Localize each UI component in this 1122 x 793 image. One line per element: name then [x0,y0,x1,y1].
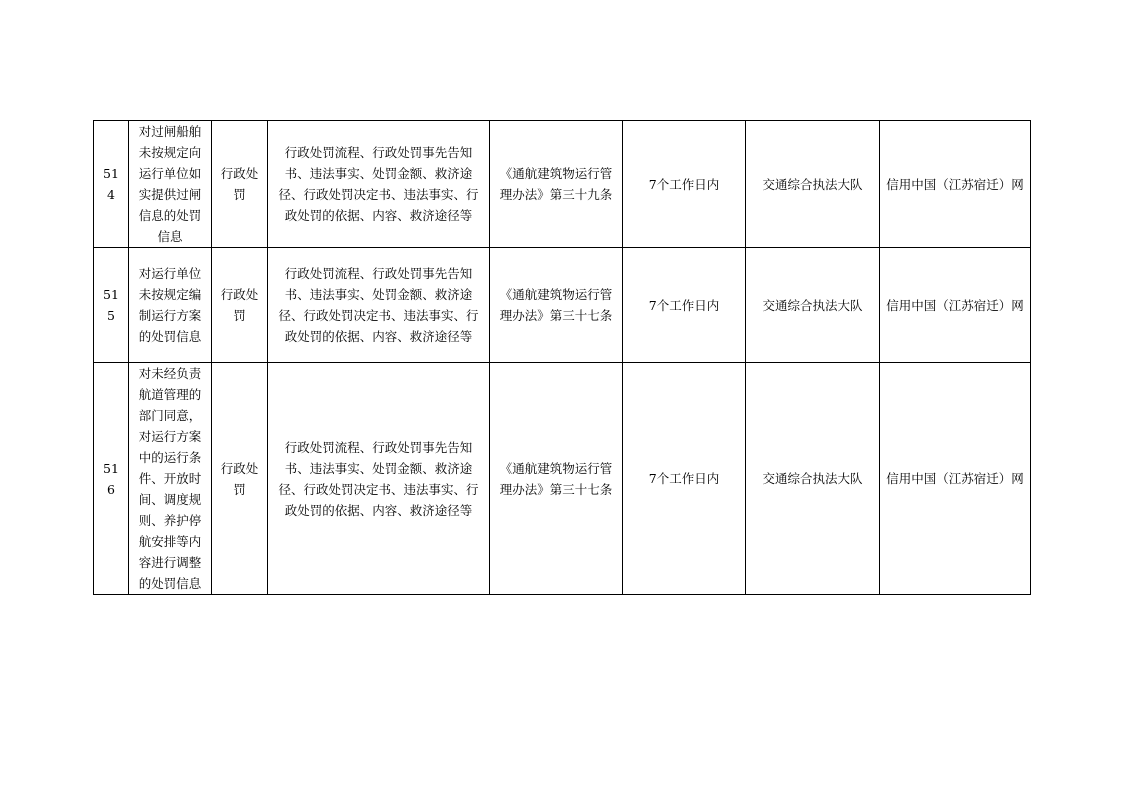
disclosure-channel: 信用中国（江苏宿迁）网 [880,121,1031,248]
row-number: 514 [94,121,129,248]
disclosure-category: 行政处罚 [212,248,268,363]
table-row [94,363,1031,595]
responsible-department: 交通综合执法大队 [746,121,880,248]
time-limit: 7个工作日内 [623,363,746,595]
disclosure-category: 行政处罚 [212,121,268,248]
disclosure-item: 对过闸船舶未按规定向运行单位如实提供过闸信息的处罚信息 [129,121,212,248]
responsible-department: 交通综合执法大队 [746,363,880,595]
disclosure-content: 行政处罚流程、行政处罚事先告知书、违法事实、处罚金额、救济途径、行政处罚决定书、违法事实、行政处罚的依据、内容、救济途径等 [268,248,490,363]
legal-basis: 《通航建筑物运行管理办法》第三十七条 [490,363,623,595]
time-limit: 7个工作日内 [623,248,746,363]
disclosure-content: 行政处罚流程、行政处罚事先告知书、违法事实、处罚金额、救济途径、行政处罚决定书、违法事实、行政处罚的依据、内容、救济途径等 [268,363,490,595]
disclosure-content: 行政处罚流程、行政处罚事先告知书、违法事实、处罚金额、救济途径、行政处罚决定书、违法事实、行政处罚的依据、内容、救济途径等 [268,121,490,248]
disclosure-table [93,120,1031,595]
table-row [94,121,1031,248]
legal-basis: 《通航建筑物运行管理办法》第三十七条 [490,248,623,363]
row-number: 516 [94,363,129,595]
disclosure-item: 对未经负责航道管理的部门同意，对运行方案中的运行条件、开放时间、调度规则、养护停航安排等内容进行调整的处罚信息 [129,363,212,595]
time-limit: 7个工作日内 [623,121,746,248]
row-number: 515 [94,248,129,363]
responsible-department: 交通综合执法大队 [746,248,880,363]
legal-basis: 《通航建筑物运行管理办法》第三十九条 [490,121,623,248]
table-row [94,248,1031,363]
disclosure-item: 对运行单位未按规定编制运行方案的处罚信息 [129,248,212,363]
disclosure-channel: 信用中国（江苏宿迁）网 [880,363,1031,595]
disclosure-category: 行政处罚 [212,363,268,595]
disclosure-channel: 信用中国（江苏宿迁）网 [880,248,1031,363]
